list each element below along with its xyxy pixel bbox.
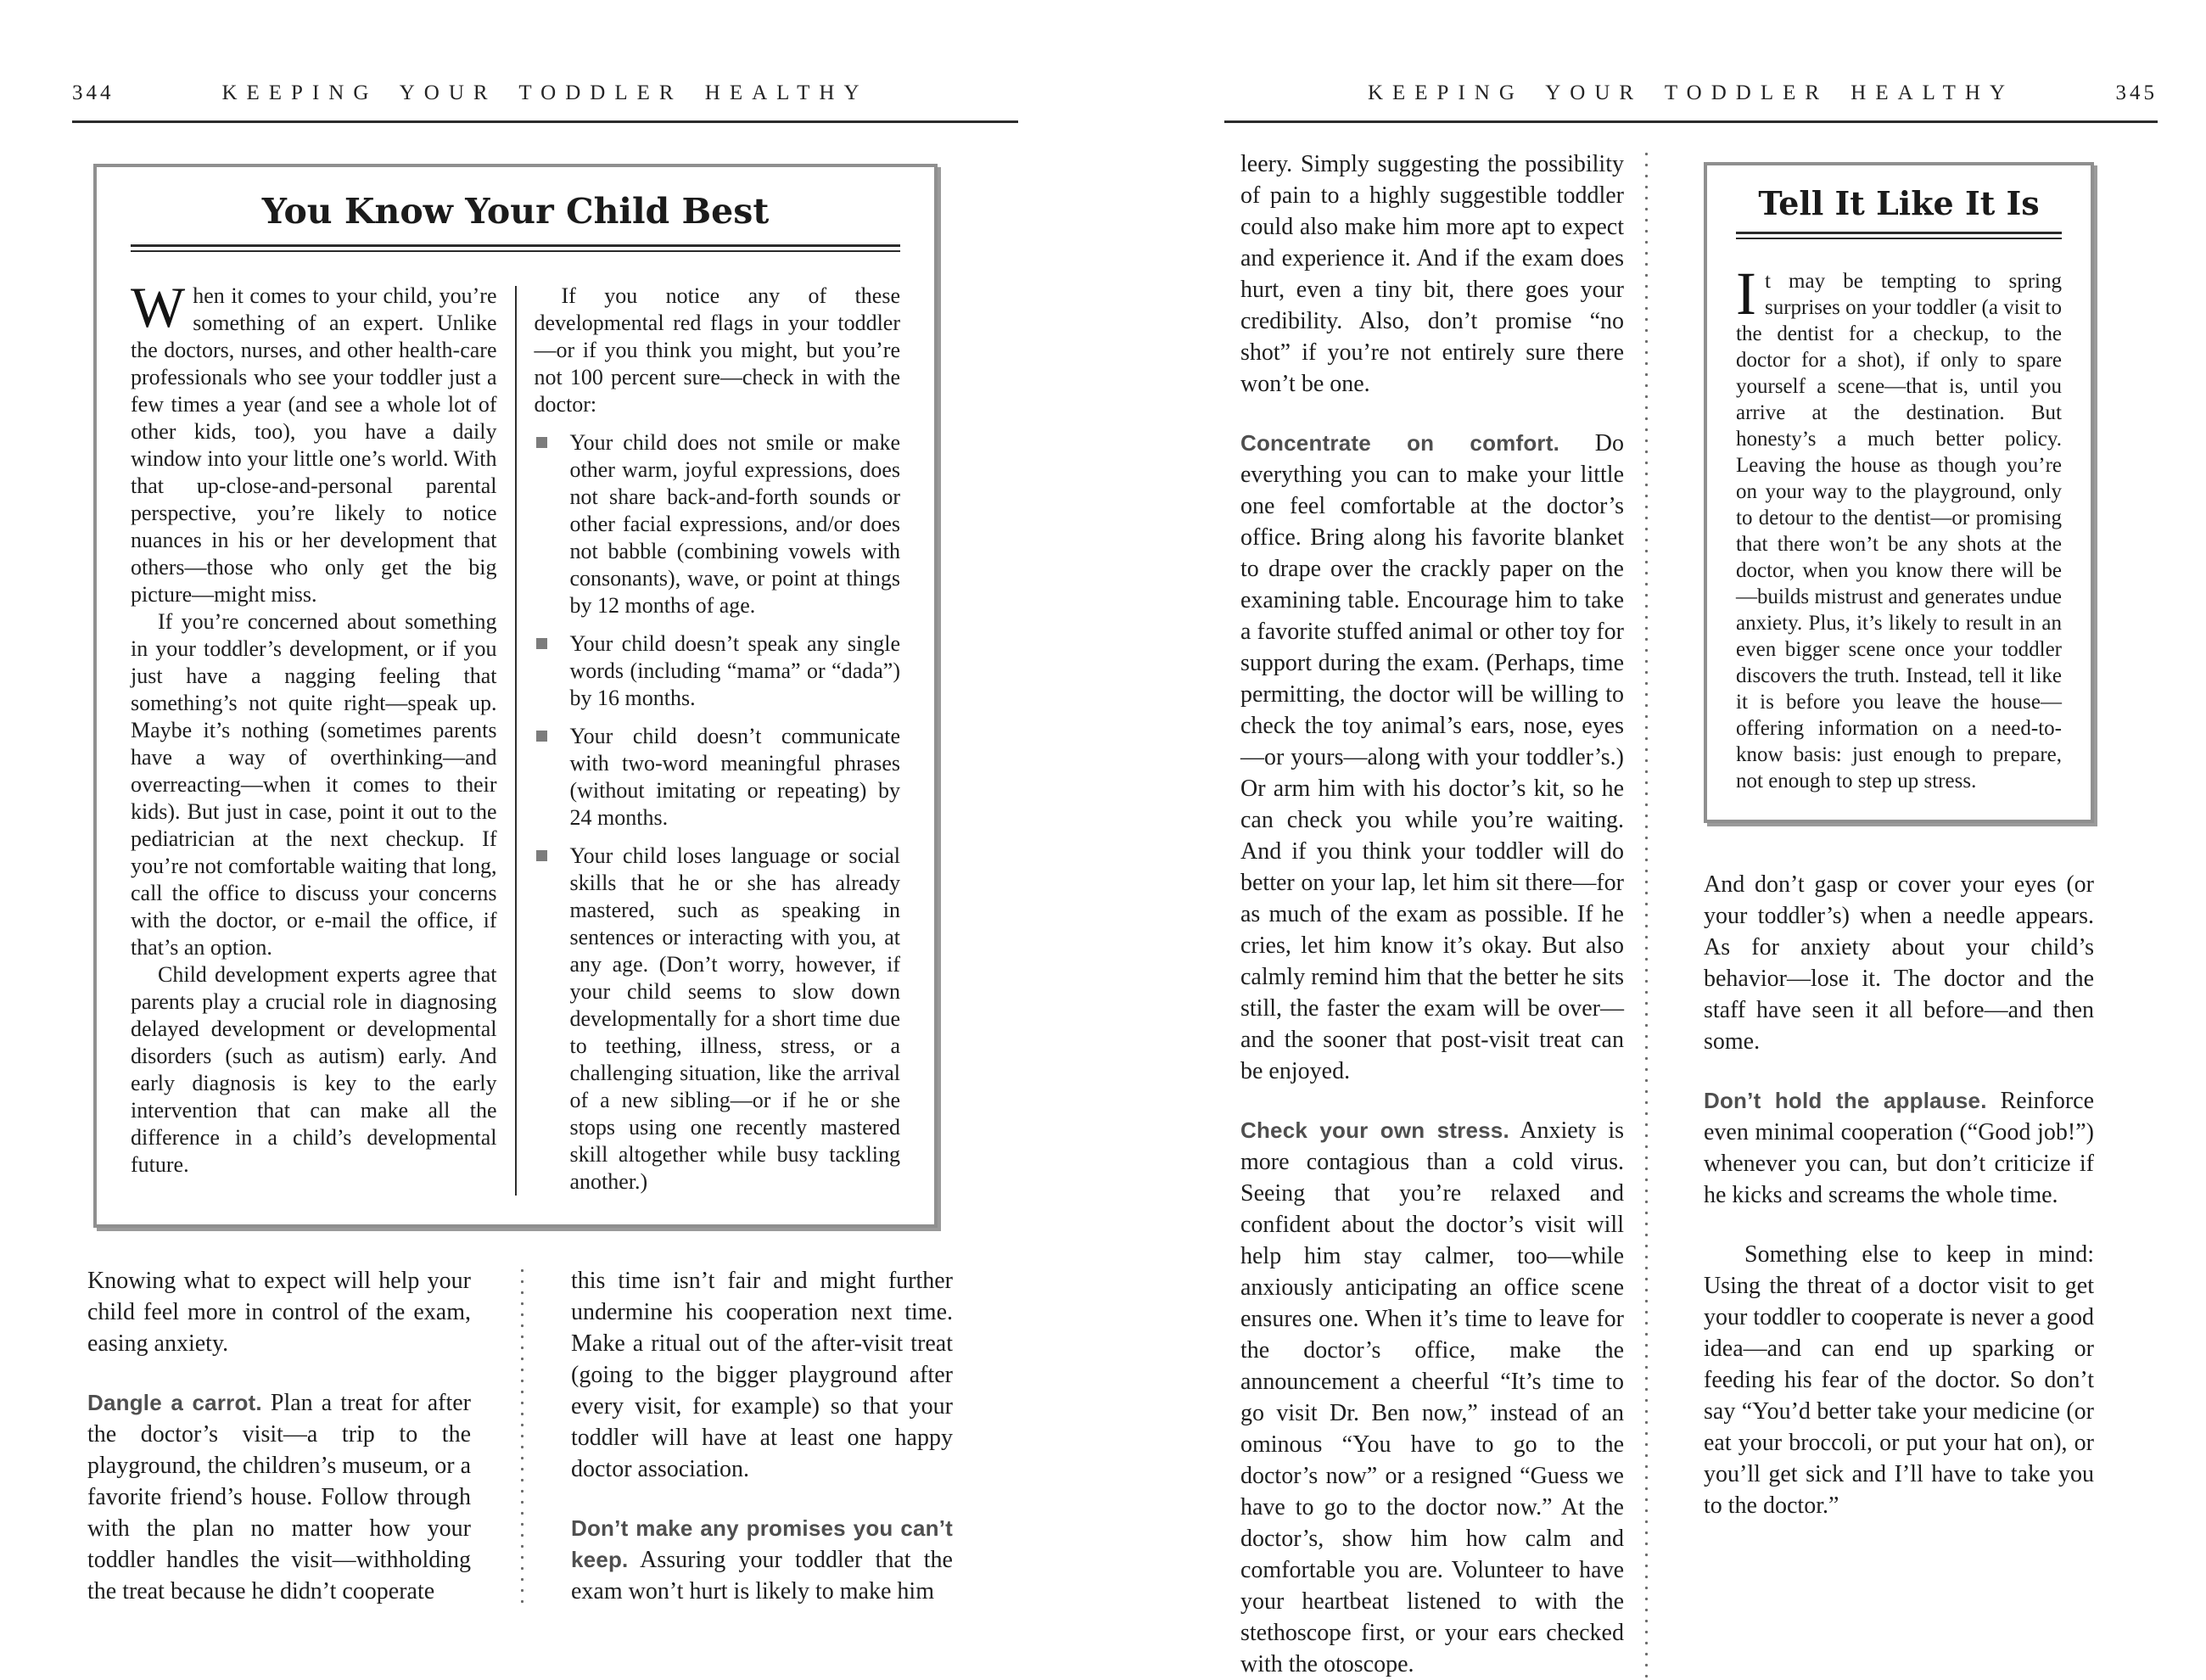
column-divider-rule xyxy=(515,286,517,1196)
right-page-columns xyxy=(1224,148,2158,1680)
page-left xyxy=(72,81,1018,1607)
paragraph xyxy=(1736,260,2062,794)
running-head-title: KEEPING YOUR TODDLER HEALTHY xyxy=(1367,81,2015,104)
paragraph xyxy=(87,1387,471,1607)
lead-in-concentrate-on-comfort: Concentrate on comfort. xyxy=(1240,430,1560,456)
title-double-rule xyxy=(1736,232,2062,239)
sidebar-box-you-know-your-child-best xyxy=(93,164,938,1228)
running-head-title: KEEPING YOUR TODDLER HEALTHY xyxy=(221,81,869,104)
right-page-column-right xyxy=(1704,148,2094,1680)
list-item xyxy=(535,429,901,619)
paragraph: Knowing what to expect will help your child feel more in control of the exam, easing anxiety. xyxy=(87,1268,471,1357)
box-title: You Know Your Child Best xyxy=(261,191,770,232)
paragraph-text: Anxiety is more contagious than a cold virus. Seeing that you’re relaxed and confident about the doctor’s visit will help him stay calmer, too—while anxiously anticipating an office scene ensures one. When it’s time to leave for the doctor’s office, make the announcement a cheerful “It’s time to go visit Dr. Ben now,” instead of an ominous “You have to go to the doctor’s now” or a resigned “Guess we have to go to the doctor now.” At the doctor’s, show him how calm and comfortable you are. Volunteer to have your heartbeat listened to with the stethoscope first, or your ears checked with the otoscope. xyxy=(1240,1117,1624,1677)
lead-in-dangle-a-carrot: Dangle a carrot. xyxy=(87,1390,262,1415)
paragraph: And don’t gasp or cover your eyes (or your toddler’s) when a needle appears. As for anxiety about your child’s behavior—lose it. The doctor and the staff have seen it all before—and then some. xyxy=(1704,871,2094,1055)
lead-in-dont-hold-the-applause: Don’t hold the applause. xyxy=(1704,1088,1987,1113)
bottom-column-left xyxy=(87,1265,471,1607)
paragraph xyxy=(131,275,497,608)
square-bullet-icon xyxy=(536,731,547,742)
list-item xyxy=(535,843,901,1196)
paragraph-text: Do everything you can to make your little one feel comfortable at the doctor’s office. Bring along his favorite blanket to drape over the crackly paper on the examining table. Encourage him to take a favorite stuffed animal or other toy for support during the exam. (Perhaps, time permitting, the doctor will be willing to check the toy animal’s ears, nose, eyes—or yours—along with your toddler’s.) Or arm him with his doctor’s kit, so he can check you while you’re waiting. And if you think your toddler will do better on your lap, let him sit there—for as much of the exam as possible. If he cries, let him know it’s okay. But also calmly remind him that the better he sits still, the faster the exam will be over—and the sooner that post-visit treat can be enjoyed. xyxy=(1240,430,1624,1084)
sidebar-box-tell-it-like-it-is xyxy=(1704,162,2094,823)
paragraph-text: Plan a treat for after the doctor’s visit—a trip to the playground, the children’s museum, or a favorite friend’s house. Follow through with the plan no matter how your toddler handles the visit—withholding the treat because he didn’t cooperate xyxy=(87,1390,471,1604)
paragraph xyxy=(1240,428,1624,1087)
square-bullet-icon xyxy=(536,638,547,649)
paragraph: If you notice any of these developmental red flags in your toddler—or if you think you might, but you’re not 100 percent sure—check in with the doctor: xyxy=(534,283,900,417)
running-header-right xyxy=(1224,81,2158,123)
paragraph-text: t may be tempting to spring surprises on your toddler (a visit to the dentist for a checkup, to the doctor for a shot), if only to spare yourself a scene—that is, until you arrive at the destination. But honesty’s a much better policy. Leaving the house as though you’re on your way to the playground, only to detour to the dentist—or promising that there won’t be any shots at the doctor, when you know there will be—builds mistrust and generates undue anxiety. Plus, it’s likely to result in an even bigger scene once your toddler discovers the truth. Instead, tell it like it is before you leave the house—offering information on a need-to-know basis: just enough to prepare, not enough to step up stress. xyxy=(1736,270,2062,792)
paragraph: If you’re concerned about something in your toddler’s development, or if you just have a nagging feeling that something’s not quite right—speak up. Maybe it’s nothing (sometimes parents have a way of overthinking—and overreacting—when it comes to their kids). But just in case, point it out to the pediatrician at the next checkup. If you’re not comfortable waiting that long, call the office to discuss your concerns with the doctor, or e-mail the office, if that’s an option. xyxy=(131,609,497,960)
paragraph: this time isn’t fair and might further undermine his cooperation next time. Make a ritual out of the after-visit treat (going to the bigger playground after every visit, for example) so that your toddler will have at least one happy doctor association. xyxy=(571,1268,953,1482)
right-page-column-left xyxy=(1240,148,1624,1680)
paragraph: Something else to keep in mind: Using the threat of a doctor visit to get your toddler to cooperate is never a good idea—and can end up sparking or feeding his fear of the doctor. So don’t say “You’d better take your medicine (or eat your broccoli, or put your hat on), or you’ll get sick and I’ll have to take you to the doctor.” xyxy=(1704,1241,2094,1519)
list-item xyxy=(535,723,901,832)
box-column-right xyxy=(535,283,901,1196)
paragraph: leery. Simply suggesting the possibility of pain to a highly suggestible toddler could also make him more apt to expect and experience it. And if the exam does hurt, even a tiny bit, there goes your credibility. Also, don’t promise “no shot” if you’re not entirely sure there won’t be one. xyxy=(1240,151,1624,397)
paragraph xyxy=(1240,1115,1624,1680)
box-column-left xyxy=(131,275,497,1196)
lead-in-dont-make-promises: Don’t make any promises you can’t keep. xyxy=(571,1515,953,1572)
square-bullet-icon xyxy=(536,437,547,448)
page-number-left: 344 xyxy=(72,81,115,104)
paragraph-text: hen it comes to your child, you’re something of an expert. Unlike the doctors, nurses, and other health-care professionals who see your toddler just a few times a year (and see a whole lot of other kids, too), you have a daily window into your little one’s world. With that up-close-and-personal parental perspective, you’re likely to notice nuances in his or her development that others—those who only get the big picture—might miss. xyxy=(131,283,497,607)
page-right xyxy=(1224,81,2158,1680)
paragraph xyxy=(571,1513,953,1607)
square-bullet-icon xyxy=(536,850,547,861)
list-item-text: Your child does not smile or make other warm, joyful expressions, does not share back-and-forth sounds or other facial expressions, and/or does not babble (combining vowels with consonants), wave, or point at things by 12 months of age. xyxy=(569,430,900,618)
bottom-columns xyxy=(87,1265,1018,1607)
box-body xyxy=(1736,260,2062,794)
box-title: Tell It Like It Is xyxy=(1758,184,2040,222)
list-item xyxy=(535,630,901,712)
page-number-right: 345 xyxy=(2115,81,2158,104)
list-item-text: Your child doesn’t speak any single words (including “mama” or “dada”) by 16 months. xyxy=(569,631,900,710)
list-item-text: Your child doesn’t communicate with two-word meaningful phrases (without imitating or repeating) by 24 months. xyxy=(569,724,900,830)
paragraph xyxy=(1704,1085,2094,1211)
box-columns xyxy=(131,275,900,1196)
drop-cap: W xyxy=(131,275,186,339)
list-item-text: Your child loses language or social skills that he or she has already mastered, such as speaking in sentences or interacting with you, at any age. (Don’t worry, however, if your child seems to slow down developmentally for a short time due to teething, illness, stress, or a challenging situation, like the arrival of a new sibling—or if he or she stops using one recently mastered skill altogether while busy tackling another.) xyxy=(569,843,900,1194)
bottom-column-right xyxy=(571,1265,953,1607)
lead-in-check-your-own-stress: Check your own stress. xyxy=(1240,1117,1509,1143)
paragraph-text: Assuring your toddler that the exam won’t hurt is likely to make him xyxy=(571,1547,953,1604)
drop-cap: I xyxy=(1736,260,1756,328)
paragraph-text: Reinforce even minimal cooperation (“Good job!”) whenever you can, but don’t criticize if he kicks and screams the whole time. xyxy=(1704,1088,2094,1208)
dotted-column-divider xyxy=(521,1265,524,1607)
running-header-left xyxy=(72,81,1018,123)
title-double-rule xyxy=(131,244,900,252)
dotted-column-divider xyxy=(1645,148,1648,1680)
paragraph: Child development experts agree that parents play a crucial role in diagnosing delayed development or developmental disorders (such as autism) early. And early diagnosis is key to the early intervention that can make all the difference in a child’s developmental future. xyxy=(131,962,497,1177)
